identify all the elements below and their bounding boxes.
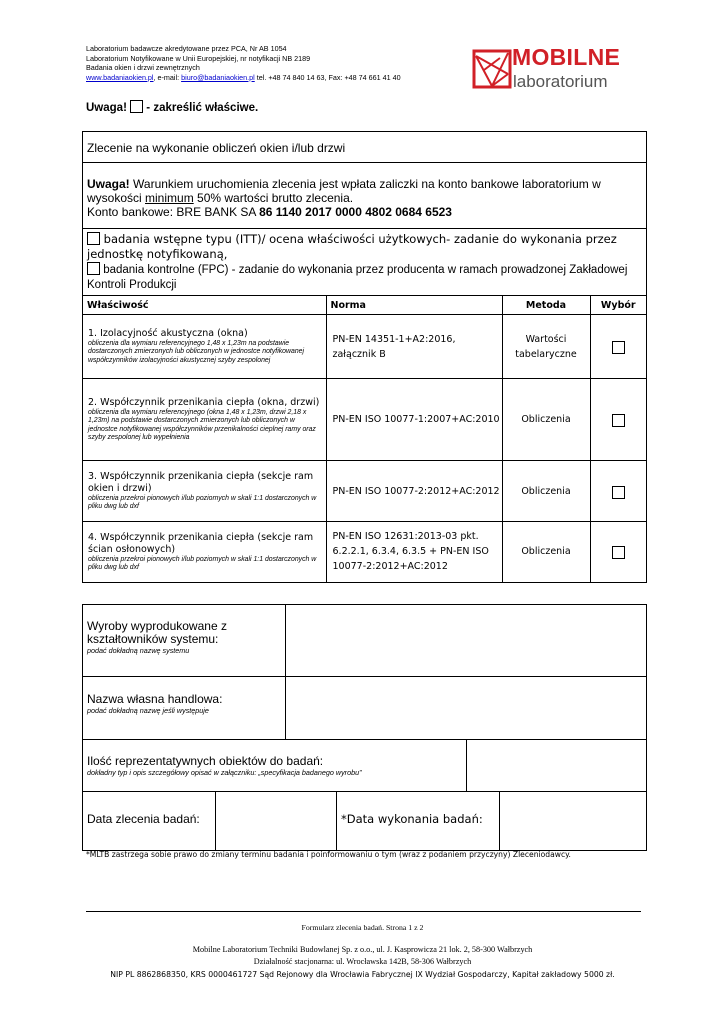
footnote: *MLTB zastrzega sobie prawo do zmiany terminu badania i poinformowaniu o tym (wraz z podaniem przyczyny) Zleceniodawcy. [86, 850, 571, 859]
system-input[interactable] [286, 605, 646, 676]
header-property: Właściwość [83, 296, 326, 315]
trade-name-row [83, 677, 646, 740]
system-row [83, 605, 646, 677]
property-note: obliczenia przekroi pionowych i/lub poziomych w skali 1:1 dostarczonych w pliku dwg lub dxf [88, 555, 317, 571]
count-label-cell [83, 740, 467, 791]
property-cell [83, 461, 326, 522]
row-4-checkbox[interactable] [612, 546, 625, 559]
mobilne-laboratorium-logo [472, 44, 642, 96]
trade-name-label: Nazwa własna handlowa: [87, 692, 223, 706]
trade-name-hint: podać dokładną nazwę jeśli występuje [87, 706, 209, 715]
count-label: Ilość reprezentatywnych obiektów do badań: [87, 754, 324, 768]
exec-date-label: *Data wykonania badań: [341, 812, 483, 826]
test-type-selection [83, 229, 646, 296]
website-link[interactable]: www.badaniaokien.pl [86, 72, 154, 82]
notice-text: - zakreślić właściwe. [143, 102, 259, 114]
norm-cell: PN-EN 14351-1+A2:2016, załącznik B [326, 315, 502, 379]
branch-address: Działalność stacjonarna: ul. Wrocławska 142B, 58-306 Wałbrzych [253, 957, 472, 966]
dates-row [83, 792, 646, 850]
account-label: Konto bankowe: BRE BANK SA [87, 205, 260, 219]
order-title: Zlecenie na wykonanie obliczeń okien i/lub drzwi [83, 132, 646, 163]
info-text-1: Warunkiem uruchomienia zlecenia jest wpłata zaliczki na konto bankowe laboratorium w wysokości [87, 177, 601, 205]
logo-mark-icon [472, 48, 512, 94]
property-name: 4. Współczynnik przenikania ciepła (sekcje ram ścian osłonowych) [88, 531, 314, 555]
option-itt-label: badania wstępne typu (ITT)/ ocena właściwości użytkowych- zadanie do wykonania przez jednostkę notyfikowaną, [87, 232, 617, 261]
option-itt [87, 232, 640, 262]
itt-checkbox[interactable] [87, 232, 100, 245]
norm-cell: PN-EN ISO 10077-1:2007+AC:2010 [326, 379, 502, 461]
info-uwaga: Uwaga! [87, 177, 130, 191]
property-note: obliczenia dla wymiaru referencyjnego (okna 1,48 x 1,23m, drzwi 2,18 x 1,23m) na podstawie dostarczonych zmierzonych lub obliczonych w jednostce notyfikowanej współczynników przenikalności cieplnej ramy oraz szyby zespolonej lub wypełnienia [88, 409, 316, 441]
properties-table-row [83, 296, 646, 582]
footer-divider [86, 911, 641, 912]
table-header-row [83, 296, 646, 315]
header-line-1: Laboratorium badawcze akredytowane przez PCA, Nr AB 1054 [86, 44, 287, 53]
company-address: Mobilne Laboratorium Techniki Budowlanej Sp. z o.o., ul. J. Kasprowicza 21 lok. 2, 58-300 Wałbrzych [192, 945, 533, 954]
choice-cell [590, 315, 646, 379]
trade-label-cell [83, 677, 286, 739]
lab-header [86, 44, 401, 82]
method-cell: Obliczenia [502, 522, 590, 582]
fpc-checkbox[interactable] [87, 262, 100, 275]
property-name: 1. Izolacyjność akustyczna (okna) [88, 328, 248, 340]
order-date-input[interactable] [216, 792, 337, 850]
order-date-label-cell [83, 792, 216, 850]
trade-name-input[interactable] [286, 677, 646, 739]
header-norm: Norma [326, 296, 502, 315]
row-3-checkbox[interactable] [612, 486, 625, 499]
logo-text-big: MOBILNE [512, 44, 621, 70]
system-label: Wyroby wyprodukowane z kształtowników systemu: [87, 619, 227, 646]
method-cell: Wartości tabelaryczne [502, 315, 590, 379]
properties-table [83, 296, 646, 582]
notice-uwaga: Uwaga! [86, 102, 127, 114]
header-contact [86, 73, 401, 83]
logo-text-small: laboratorium [513, 72, 608, 91]
table-row [83, 461, 646, 522]
option-fpc-label: badania kontrolne (FPC) - zadanie do wykonania przez producenta w ramach prowadzonej Zakładowej Kontroli Produkcji [87, 264, 628, 291]
row-1-checkbox[interactable] [612, 341, 625, 354]
norm-cell: PN-EN ISO 12631:2013-03 pkt. 6.2.2.1, 6.3.4, 6.3.5 + PN-EN ISO 10077-2:2012+AC:2012 [326, 522, 502, 582]
method-cell: Obliczenia [502, 461, 590, 522]
header-method: Metoda [502, 296, 590, 315]
property-note: obliczenia dla wymiaru referencyjnego 1,48 x 1,23m na podstawie dostarczonych zmierzonych lub obliczonych w jednostce notyfikowanej współczynników izolacyjności akustycznej szyby zespolonej [88, 340, 305, 364]
choice-cell [590, 522, 646, 582]
exec-date-label-cell [337, 792, 500, 850]
method-cell: Obliczenia [502, 379, 590, 461]
mark-instruction [86, 100, 258, 114]
checkbox-icon [130, 100, 143, 113]
email-link[interactable]: biuro@badaniaokien.pl [181, 72, 255, 82]
system-label-cell [83, 605, 286, 676]
exec-date-input[interactable] [500, 792, 646, 850]
table-row [83, 315, 646, 379]
phone-numbers: tel. +48 74 840 14 63, Fax: +48 74 661 41 40 [254, 72, 401, 82]
property-name: 3. Współczynnik przenikania ciepła (sekcje ram okien i drzwi) [88, 470, 314, 494]
company-registration: NIP PL 8862868350, KRS 0000461727 Sąd Rejonowy dla Wrocławia Fabrycznej IX Wydział Gospodarczy, Kapitał zakładowy 5000 zł. [110, 970, 615, 979]
property-cell [83, 522, 326, 582]
option-fpc [87, 262, 640, 293]
page-number: Formularz zlecenia badań. Strona 1 z 2 [301, 923, 424, 932]
norm-cell: PN-EN ISO 10077-2:2012+AC:2012 [326, 461, 502, 522]
choice-cell [590, 379, 646, 461]
info-text-2: 50% wartości brutto zlecenia. [193, 191, 354, 205]
property-note: obliczenia przekroi pionowych i/lub poziomych w skali 1:1 dostarczonych w pliku dwg lub dxf [88, 494, 317, 510]
account-number: 86 1140 2017 0000 4802 0684 6523 [259, 205, 452, 219]
property-cell [83, 379, 326, 461]
row-2-checkbox[interactable] [612, 414, 625, 427]
count-row [83, 740, 646, 792]
product-details-box [82, 604, 647, 851]
count-hint: dokładny typ i opis szczegółowy opisać w załączniku: „specyfikacja badanego wyrobu” [87, 768, 362, 777]
table-row [83, 379, 646, 461]
table-row [83, 522, 646, 582]
system-hint: podać dokładną nazwę systemu [87, 646, 190, 655]
order-date-label: Data zlecenia badań: [87, 812, 200, 826]
count-input[interactable] [467, 740, 646, 791]
header-line-2: Laboratorium Notyfikowane w Unii Europejskiej, nr notyfikacji NB 2189 [86, 53, 311, 63]
info-minimum: minimum [145, 191, 194, 205]
order-form-box [82, 131, 647, 583]
property-cell [83, 315, 326, 379]
header-line-3: Badania okien i drzwi zewnętrznych [86, 63, 200, 73]
email-prefix: , e-mail: [153, 72, 182, 82]
choice-cell [590, 461, 646, 522]
property-name: 2. Współczynnik przenikania ciepła (okna, drzwi) [88, 397, 320, 409]
payment-info [83, 163, 646, 229]
header-choice: Wybór [590, 296, 646, 315]
